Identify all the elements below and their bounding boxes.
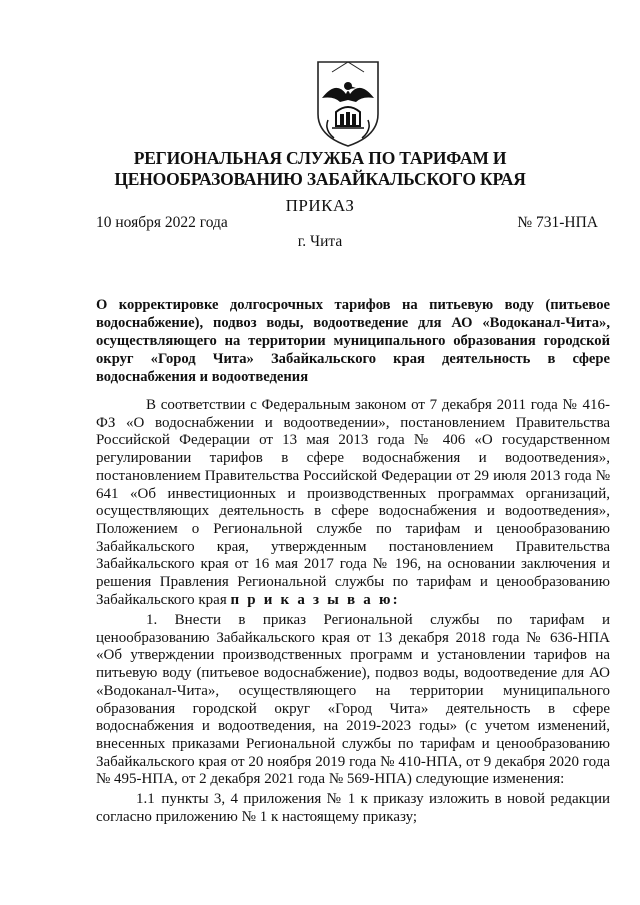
order-city: г. Чита — [297, 233, 343, 250]
item-1-1-number: 1.1 — [136, 791, 155, 807]
organization-title — [80, 148, 560, 190]
order-subject: О корректировке долгосрочных тарифов на питьевую воду (питьевое водоснабжение), подвоз воды, водоотведение для АО «Водоканал-Чита», осуществляющего на территории муниципального образования городской округ «Город Чита» Забайкальского края деятельность в сфере водоснабжения и водоотведения — [96, 297, 610, 385]
coat-of-arms-icon — [312, 58, 384, 150]
organization-title-line-2: ЦЕНООБРАЗОВАНИЮ ЗАБАЙКАЛЬСКОГО КРАЯ — [114, 169, 526, 189]
preamble-text: В соответствии с Федеральным законом от 7 декабря 2011 года № 416-ФЗ «О водоснабжении и водоотведении», постановлением Правительства Российской Федерации от 13 мая 2013 года № 406 «О государственном регулировании тарифов в сфере водоснабжения и водоотведения», постановлением Правительства Российской Федерации от 29 июля 2013 года № 641 «Об инвестиционных и производственных программах организаций, осуществляющих деятельность в сфере водоснабжения и водоотведения», Положением о Региональной службе по тарифам и ценообразованию Забайкальского края, утвержденным постановлением Правительства Забайкальского края от 16 мая 2017 года № 196, на основании заключения и решения Правления Региональной службы по тарифам и ценообразованию Забайкальского края — [96, 397, 610, 608]
preamble-paragraph — [96, 397, 610, 609]
order-number: № 731-НПА — [517, 214, 598, 231]
order-heading: ПРИКАЗ — [285, 196, 355, 215]
item-1-1-text: пункты 3, 4 приложения № 1 к приказу изложить в новой редакции согласно приложению № 1 к настоящему приказу; — [96, 791, 611, 825]
resolve-word: п р и к а з ы в а ю: — [230, 591, 400, 608]
order-date: 10 ноября 2022 года — [96, 214, 228, 231]
organization-title-line-1: РЕГИОНАЛЬНАЯ СЛУЖБА ПО ТАРИФАМ И — [133, 148, 507, 168]
item-1-1-paragraph — [96, 791, 610, 826]
item-1-paragraph: 1. Внести в приказ Региональной службы по тарифам и ценообразованию Забайкальского края от 13 декабря 2018 года № 636-НПА «Об утверждении производственных программ и установлении тарифов на питьевую воду (питьевое водоснабжение), подвоз воды, водоотведение для АО «Водоканал-Чита», осуществляющего на территории муниципального образования городской округ «Город Чита» деятельность в сфере водоснабжения и водоотведения, на 2019-2023 годы» (с учетом изменений, внесенных приказами Региональной службы по тарифам и ценообразованию Забайкальского края от 20 ноября 2019 года № 410-НПА, от 9 декабря 2020 года № 495-НПА, от 2 декабря 2021 года № 569-НПА) следующие изменения: — [96, 612, 610, 788]
